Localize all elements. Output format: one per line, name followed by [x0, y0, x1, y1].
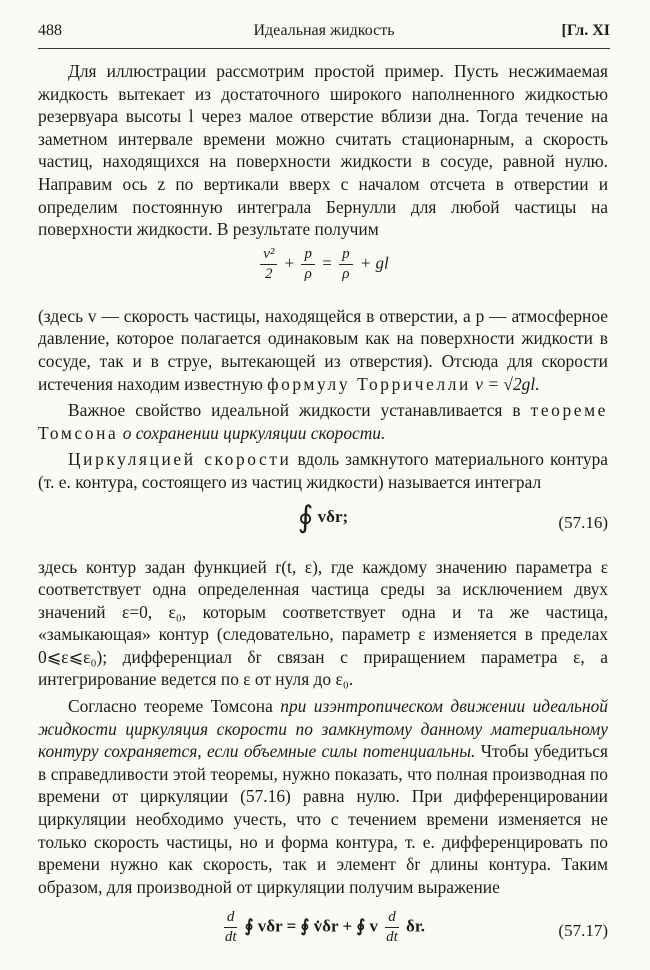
paragraph-example: Для иллюстрации рассмотрим простой пример. Пусть несжимаемая жидкость вытекает из достаточного широкого наполненного жидкостью резервуара высоты l через малое отверстие вблизи дна. Тогда течение на заметном интервале времени можно считать стационарным, а скорость частиц, находящихся на поверхности жидкости в сосуде, равной нулю. Направим ось z по вертикали вверх с началом отсчета в отверстии и определим постоянную интеграла Бернулли для любой частицы на поверхности жидкости. В результате получим: [38, 61, 608, 240]
frac-d-dt-right: $\frac{d}{dt}$: [386, 909, 398, 946]
chapter-label: [Гл. XI: [561, 22, 610, 39]
equation-57-17: $\frac{d}{dt}$ ∮ vδr = ∮ v̇δr + ∮ v $\frac{d}{dt}$ δr. (57.17): [224, 909, 608, 946]
frac-p-rho-right: $\frac{p}{\rho}$: [339, 245, 353, 284]
paragraph-contour: здесь контур задан функцией r(t, ε), где каждому значению параметра ε соответствует одна определенная частица среды за исключением двух значений ε=0, ε₀, которым соответствует одна и та же частица, «замыкающая» контур (следовательно, параметр ε изменяется в пределах 0⩽ε⩽ε₀); дифференциал δr связан с приращением параметра ε, а интегрирование ведется по ε от нуля до ε₀.: [38, 556, 608, 690]
paragraph-torricelli: (здесь v — скорость частицы, находящейся в отверстии, а p — атмосферное давление, которое полагается одинаковым как на поверхности жидкости в сосуде, так и в струе, вытекающей из отверстия). Отсюда для скорости истечения находим известную формулу Торричелли v = √2gl.: [38, 305, 608, 394]
paragraph-thomson-intro: Важное свойство идеальной жидкости устанавливается в теореме Томсона о сохранении циркуляции скорости.: [38, 400, 608, 443]
body-text: [38, 60, 608, 962]
page-number: 488: [38, 22, 62, 39]
equation-57-16: ∮ vδr; (57.16): [297, 500, 608, 534]
contour-integral-symbol: ∮: [297, 500, 314, 534]
frac-p-rho-left: $\frac{p}{\rho}$: [301, 245, 315, 284]
header-rule: [38, 48, 610, 49]
frac-d-dt-left: $\frac{d}{dt}$: [224, 909, 237, 946]
paragraph-thomson-theorem: Согласно теореме Томсона при изэнтропическом движении идеальной жидкости циркуляция скорости по замкнутому данному материальному контуру сохраняется, если объемные силы потенциальны. Чтобы убедиться в справедливости этой теоремы, нужно показать, что полная производная по времени от циркуляции (57.16) равна нулю. При дифференцировании циркуляции необходимо учесть, что с течением времени изменяется не только скорость частицы, но и форма контура, т. е. дифференцировать по времени нужно как скорость, так и элемент δr длины контура. Таким образом, для производной от циркуляции получим выражение: [38, 696, 608, 897]
equation-number-57-17: (57.17): [558, 921, 608, 941]
page-header: [38, 22, 610, 48]
torricelli-formula: v = √2gl.: [475, 373, 540, 394]
frac-v2-2: $\frac{\text{v²}}{2}$: [260, 245, 277, 284]
paragraph-circulation-def: Циркуляцией скорости вдоль замкнутого материального контура (т. е. контура, состоящего из частиц жидкости) называется интеграл: [38, 449, 609, 492]
running-title: Идеальная жидкость: [253, 22, 395, 39]
equation-number-57-16: (57.16): [558, 512, 608, 532]
equation-bernoulli: $\frac{\text{v²}}{2}$ + $\frac{p}{\rho}$ = $\frac{p}{\rho}$ + gl: [38, 241, 608, 305]
